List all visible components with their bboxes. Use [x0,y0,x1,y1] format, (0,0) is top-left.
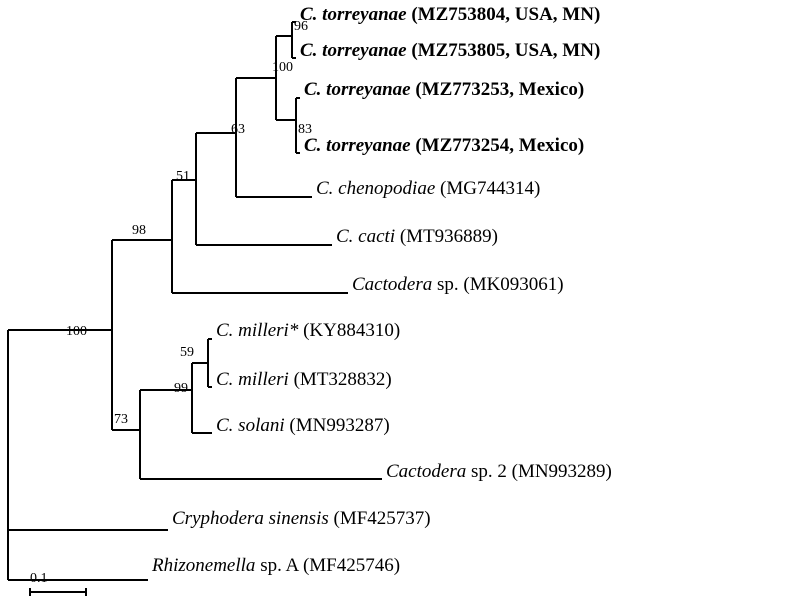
taxon-name: C. torreyanae [300,40,407,61]
support-value: 73 [114,412,128,427]
taxon-label [352,275,564,294]
support-value: 63 [231,122,245,137]
support-value: 59 [180,345,194,360]
taxon-name: C. cacti [336,226,396,247]
taxon-detail: (MF425737) [328,508,431,529]
taxon-label [300,5,600,24]
support-value: 100 [272,60,293,75]
scale-bar-label: 0.1 [30,571,48,586]
taxon-detail: (KY884310) [298,320,401,341]
taxon-detail: (MT328832) [288,369,392,390]
taxon-name: C. solani [216,415,285,436]
taxon-detail: (MZ753805, USA, MN) [406,40,601,61]
taxon-label [386,462,612,481]
taxon-detail: (MZ753804, USA, MN) [406,4,601,25]
taxon-detail: sp. A (MF425746) [255,555,401,576]
support-value: 83 [298,122,312,137]
taxon-name: C. milleri [216,369,289,390]
taxon-detail: (MN993287) [284,415,390,436]
support-value: 96 [294,19,308,34]
taxon-name: C. milleri* [216,320,299,341]
taxon-detail: sp. (MK093061) [432,274,564,295]
taxon-name: C. torreyanae [304,79,411,100]
taxon-detail: (MZ773253, Mexico) [410,79,585,100]
support-value: 100 [66,324,87,339]
taxon-label [304,80,584,99]
taxon-label [152,556,400,575]
taxon-name: Cactodera [352,274,433,295]
support-value: 99 [174,381,188,396]
taxon-name: C. chenopodiae [316,178,436,199]
taxon-label [316,179,540,198]
taxon-label [300,41,600,60]
taxon-label [216,321,400,340]
taxon-label [216,370,392,389]
taxon-detail: (MG744314) [435,178,541,199]
support-value: 98 [132,223,146,238]
taxon-label [336,227,498,246]
taxon-name: C. torreyanae [304,135,411,156]
support-value: 51 [176,169,190,184]
taxon-detail: (MZ773254, Mexico) [410,135,585,156]
taxon-label [172,509,431,528]
taxon-label [304,136,584,155]
taxon-detail: sp. 2 (MN993289) [466,461,612,482]
taxon-name: C. torreyanae [300,4,407,25]
taxon-name: Cactodera [386,461,467,482]
taxon-detail: (MT936889) [395,226,499,247]
taxon-name: Rhizonemella [152,555,256,576]
taxon-name: Cryphodera sinensis [172,508,329,529]
taxon-label [216,416,390,435]
